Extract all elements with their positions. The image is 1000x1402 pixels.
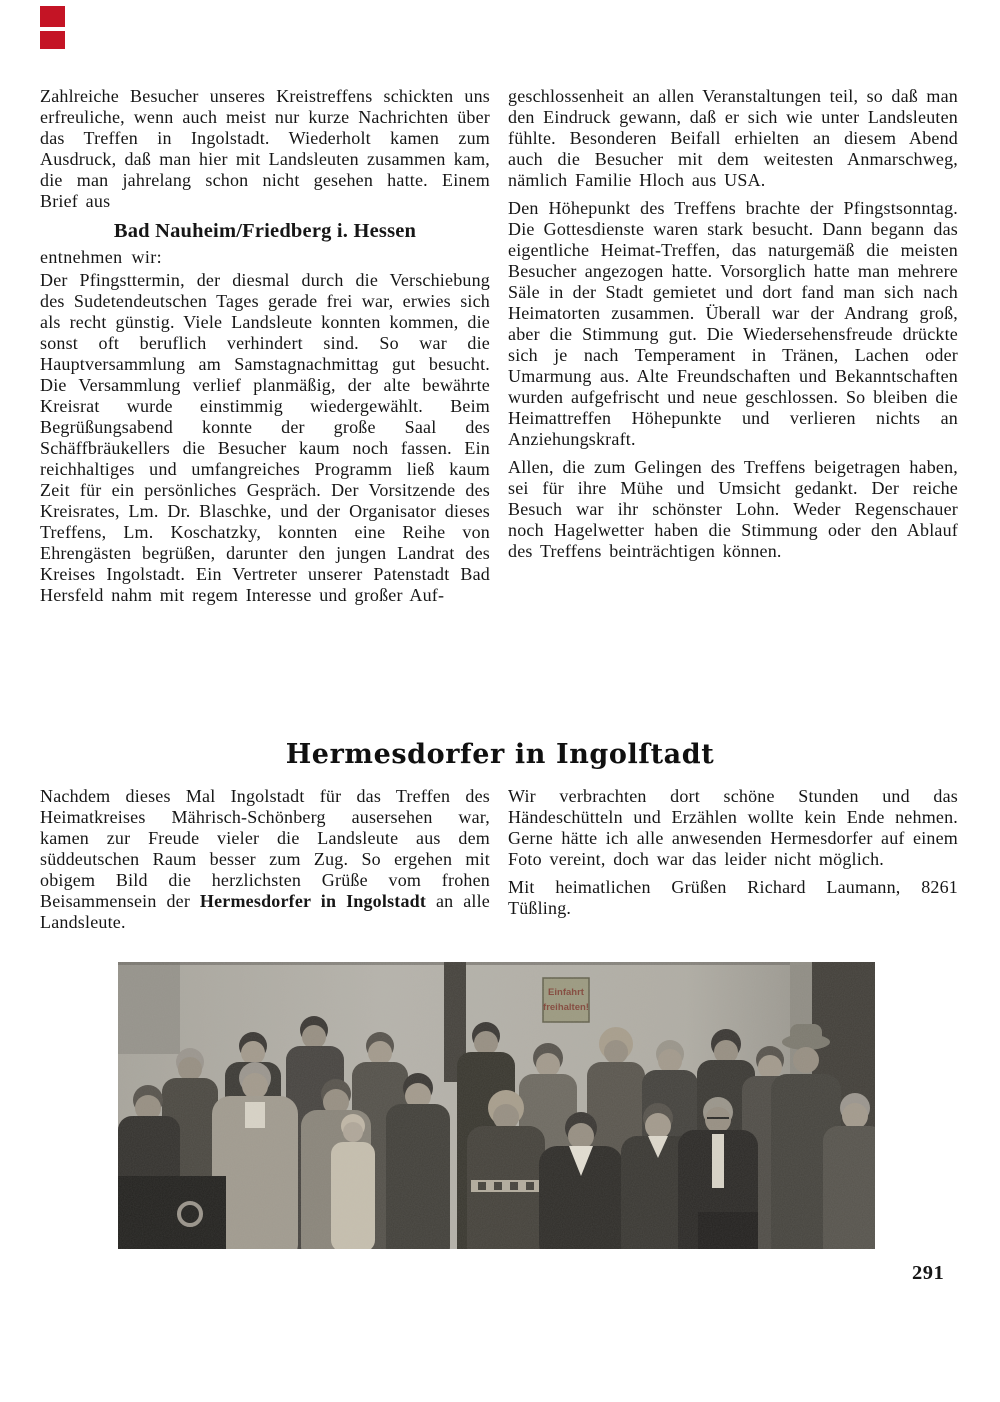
bold-phrase-hermesdorfer: Hermesdorfer in Ingolstadt — [199, 891, 427, 911]
group-photo-illustration — [118, 962, 875, 1249]
page-number: 291 — [912, 1262, 945, 1284]
paragraph: Mit heimatlichen Grüßen Richard Laumann, 8261 Tüßling. — [508, 877, 958, 918]
paragraph: Wir verbrachten dort schöne Stunden und das Händeschütteln und Erzählen wollte kein Ende nehmen. Gerne hätte ich alle anwesenden Hermesdorfer auf einem Foto vereint, doch war das leider nicht möglich. — [508, 786, 958, 869]
paragraph: Der Pfingsttermin, der diesmal durch die Verschiebung des Sudetendeutschen Tages gerade frei war, erwies sich als recht günstig. Viele Landsleute konnten kommen, die sonst oft beruflich verhindert sind. So war die Hauptversammlung am Samstagnachmittag gut besucht. Die Versammlung verlief planmäßig, der alte bewährte Kreisrat wurde einstimmig wiedergewählt. Beim Begrüßungsabend konnte der große Saal des Schäffbräukellers die Besucher kaum noch fassen. Ein reichhaltiges und umfangreiches Programm ließ kaum Zeit für ein persönliches Gespräch. Der Vorsitzende des Kreisrates, Lm. Dr. Blaschke, und der Organisator dieses Treffens, Lm. Koschatzky, konnten eine Reihe von Ehrengästen begrüßen, darunter den jungen Landrat des Kreises Ingolstadt. Ein Vertreter unserer Patenstadt Bad Hersfeld nahm mit regem Interesse und großer Auf- — [40, 270, 490, 605]
paragraph-text: an alle Landsleute. — [40, 891, 490, 932]
group-photo — [118, 962, 875, 1249]
paragraph: geschlossenheit an allen Veranstaltungen teil, so daß man den Eindruck gewann, daß er sich wie unter Landsleuten fühlte. Besonderen Beifall erhielten an diesem Abend auch die Besucher mit dem weitesten Anmarschweg, nämlich Familie Hloch aus USA. — [508, 86, 958, 190]
paragraph-text: Nachdem dieses Mal Ingolstadt für das Treffen des Heimatkreises Mährisch-Schönberg ausersehen war, kamen zur Freude vieler die Landsleute aus dem süddeutschen Raum besser zum Zug. So ergehen mit obigem Bild die herzlichsten Grüße vom frohen Beisammensein der — [40, 786, 490, 911]
subheading-bad-nauheim: Bad Nauheim/Friedberg i. Hessen — [113, 220, 417, 242]
article-kreistreffen-right-column — [508, 86, 958, 606]
sign-line1: Einfahrt — [548, 987, 584, 998]
article-kreistreffen-left-column — [40, 86, 490, 606]
heading-hermesdorfer-in-ingolstadt: Hermesdorfer in Ingolſtadt — [285, 739, 715, 770]
paragraph: Allen, die zum Gelingen des Treffens beigetragen haben, sei für ihre Mühe und Umsicht gedankt. Der reiche Besuch war ihr schönster Lohn. Weder Regenschauer noch Hagelwetter haben die Stimmung oder den Ablauf des Treffens beinträchtigen können. — [508, 457, 958, 561]
sign-line2: freihalten! — [543, 1002, 589, 1013]
article-hermesdorfer-right-column — [508, 786, 958, 933]
paragraph — [40, 786, 490, 933]
photo-grain-overlay — [118, 962, 875, 1249]
lead-in-text: entnehmen wir: — [40, 247, 163, 267]
paragraph: Den Höhepunkt des Treffens brachte der Pfingstsonntag. Die Gottesdienste waren stark besucht. Dann begann das eigentliche Heimat-Treffen, das naturgemäß die meisten Besucher angezogen hatte. Vorsorglich hatte man mehrere Säle in der Stadt gemietet und dort fand man sich nach Heimatorten zusammen. Überall war der Andrang groß, aber die Stimmung gut. Die Wiedersehensfreude drückte sich je nach Temperament in Tränen, Lachen oder Umarmung aus. Alte Freundschaften und Bekanntschaften wurden aufgefrischt und neue geschlossen. So bleiben die Heimattreffen Höhepunkte und verlieren nichts an Anziehungskraft. — [508, 198, 958, 449]
article-hermesdorfer — [40, 786, 958, 933]
article-kreistreffen — [40, 86, 958, 606]
red-print-mark-bottom — [40, 31, 65, 49]
article-hermesdorfer-left-column — [40, 786, 490, 933]
paragraph: Zahlreiche Besucher unseres Kreistreffens schickten uns erfreuliche, wenn auch meist nur kurze Nachrichten über das Treffen in Ingolstadt. Wiederholt kamen zum Ausdruck, daß man hier mit Landsleuten zusammen kam, die man jahrelang schon nicht gesehen hatte. Einem Brief aus — [40, 86, 490, 211]
red-print-mark-top — [40, 6, 65, 27]
